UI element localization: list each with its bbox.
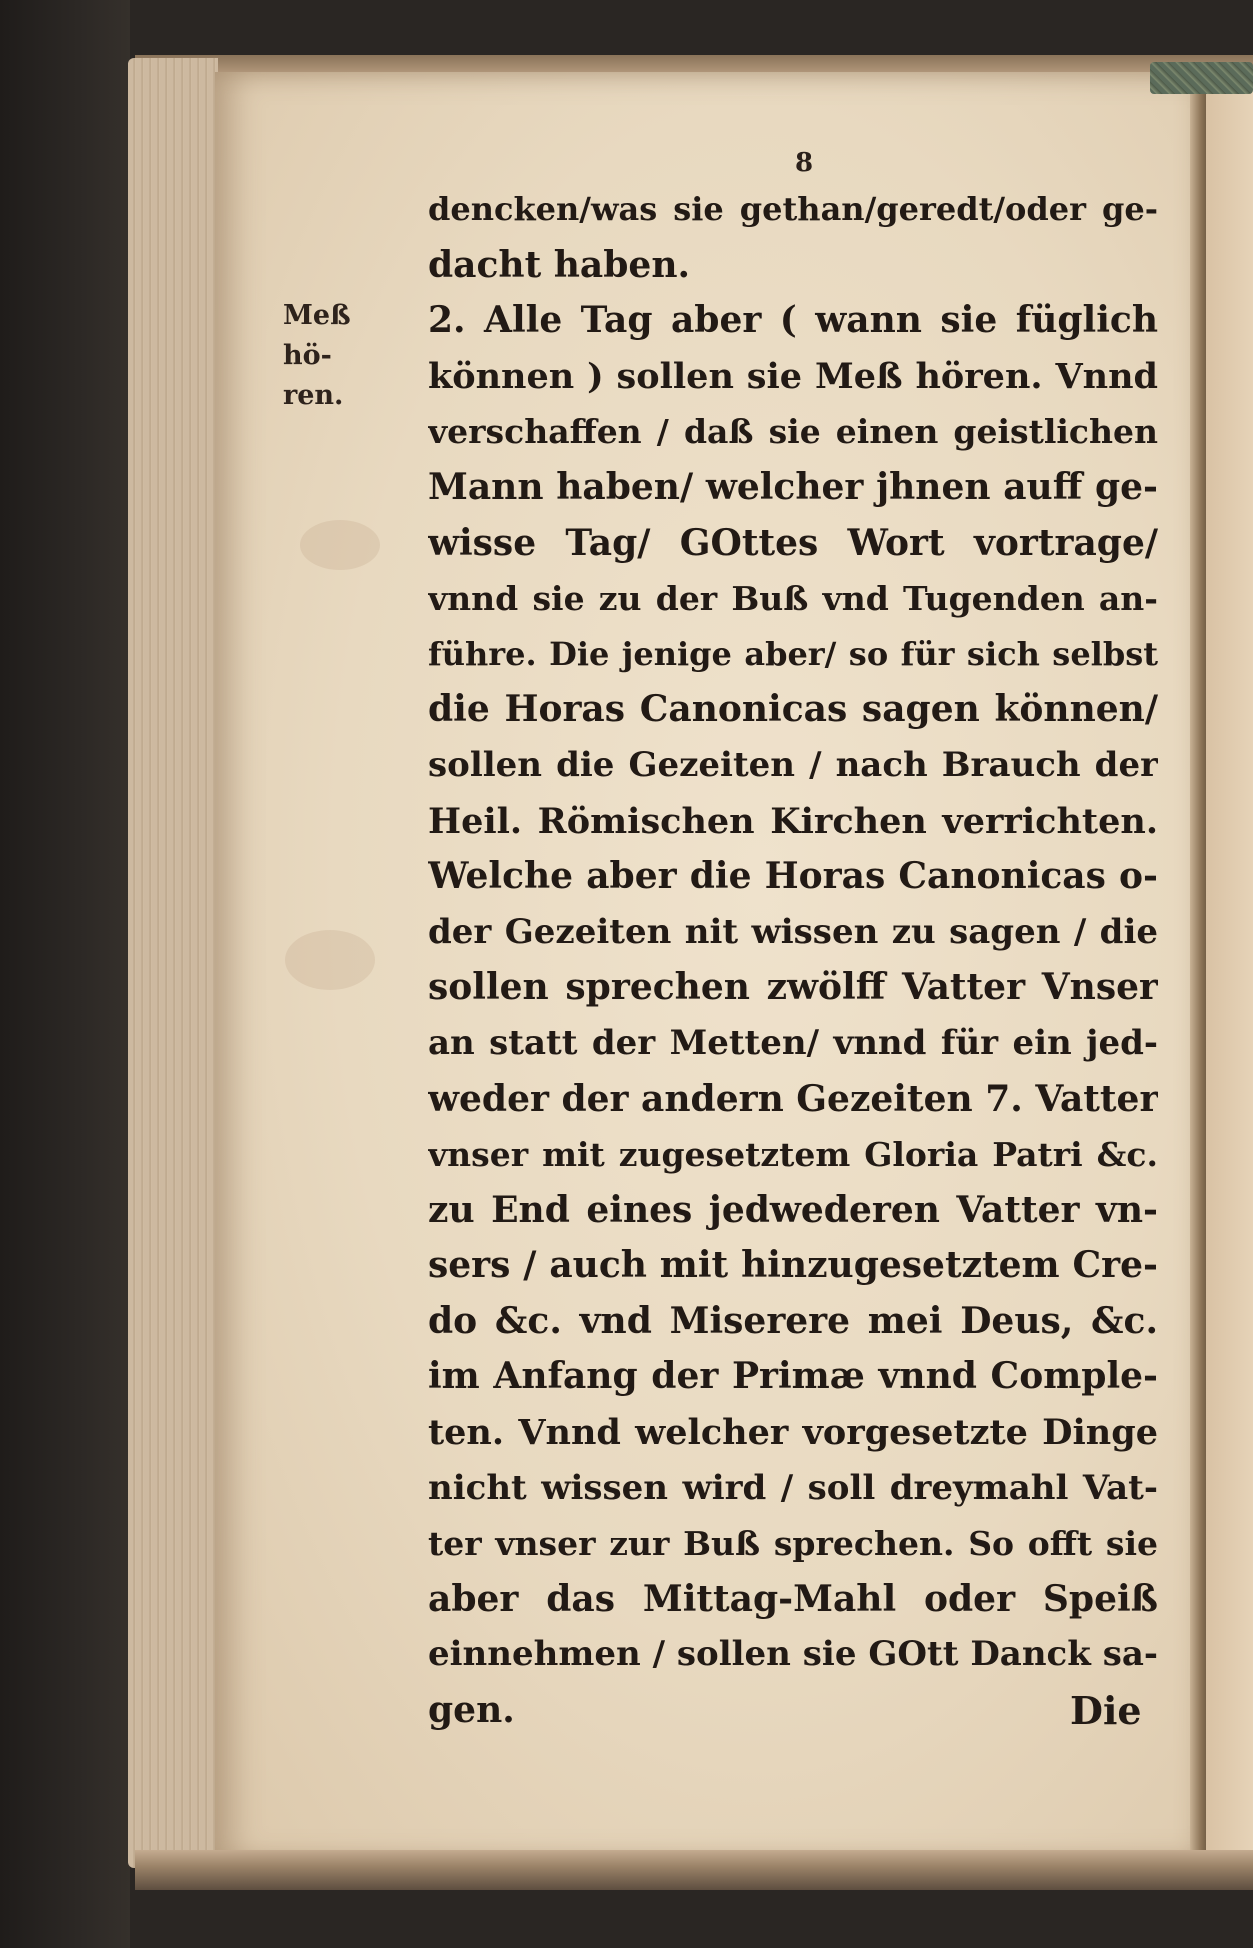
- text-line: die Horas Canonicas sagen können/: [428, 688, 1158, 731]
- body-text: [428, 182, 1158, 1739]
- page-number: 8: [795, 148, 814, 178]
- text-line: dencken/was sie gethan/geredt/oder ge-: [428, 190, 1158, 228]
- margin-note-line: Meß hö-: [283, 300, 351, 371]
- text-line: wisse Tag/ GOttes Wort vortrage/: [428, 521, 1158, 564]
- text-line: zu End eines jedwederen Vatter vn-: [428, 1188, 1158, 1231]
- text-line: 2. Alle Tag aber ( wann sie füglich: [428, 299, 1158, 342]
- text-line: aber das Mittag-Mahl oder Speiß: [428, 1577, 1158, 1620]
- text-line: sollen sprechen zwölff Vatter Vnser: [428, 966, 1158, 1009]
- text-line: können ) sollen sie Meß hören. Vnnd: [428, 355, 1158, 397]
- text-line: Welche aber die Horas Canonicas o-: [428, 855, 1158, 898]
- text-line: nicht wissen wird / soll dreymahl Vat-: [428, 1467, 1158, 1508]
- paper-stain: [300, 520, 380, 570]
- text-line: verschaffen / daß sie einen geistlichen: [428, 412, 1158, 452]
- text-line: an statt der Metten/ vnnd für ein jed-: [428, 1022, 1158, 1063]
- background: [0, 0, 130, 1948]
- text-line: im Anfang der Primæ vnnd Comple-: [428, 1355, 1158, 1398]
- paper-stain: [285, 930, 375, 990]
- text-line: weder der andern Gezeiten 7. Vatter: [428, 1077, 1158, 1120]
- text-line: gen.: [428, 1689, 515, 1732]
- text-line: sers / auch mit hinzugesetztem Cre-: [428, 1244, 1158, 1287]
- text-line: ter vnser zur Buß sprechen. So offt sie: [428, 1524, 1158, 1564]
- margin-note: [283, 296, 393, 416]
- page-stack-edges: [128, 58, 218, 1868]
- text-line: sollen die Gezeiten / nach Brauch der: [428, 744, 1158, 785]
- text-line: Heil. Römischen Kirchen verrichten.: [428, 800, 1158, 842]
- text-line: dacht haben.: [428, 243, 691, 286]
- text-line: der Gezeiten nit wissen zu sagen / die: [428, 911, 1158, 952]
- book-cover-bottom-edge: [135, 1850, 1253, 1890]
- text-line: ten. Vnnd welcher vorgesetzte Dinge: [428, 1412, 1158, 1454]
- text-line: Mann haben/ welcher jhnen auff ge-: [428, 465, 1158, 508]
- text-line: do &c. vnd Miserere mei Deus, &c.: [428, 1299, 1158, 1342]
- margin-note-line: ren.: [283, 380, 344, 411]
- text-line: vnnd sie zu der Buß vnd Tugenden an-: [428, 579, 1158, 619]
- bookmark-ribbon: [1150, 62, 1253, 94]
- catchword: Die: [1070, 1688, 1142, 1733]
- text-line: führe. Die jenige aber/ so für sich selbst: [428, 634, 1158, 673]
- text-line: einnehmen / sollen sie GOtt Danck sa-: [428, 1634, 1158, 1675]
- text-line: vnser mit zugesetztem Gloria Patri &c.: [428, 1135, 1158, 1175]
- facing-page-edge: [1206, 88, 1253, 1858]
